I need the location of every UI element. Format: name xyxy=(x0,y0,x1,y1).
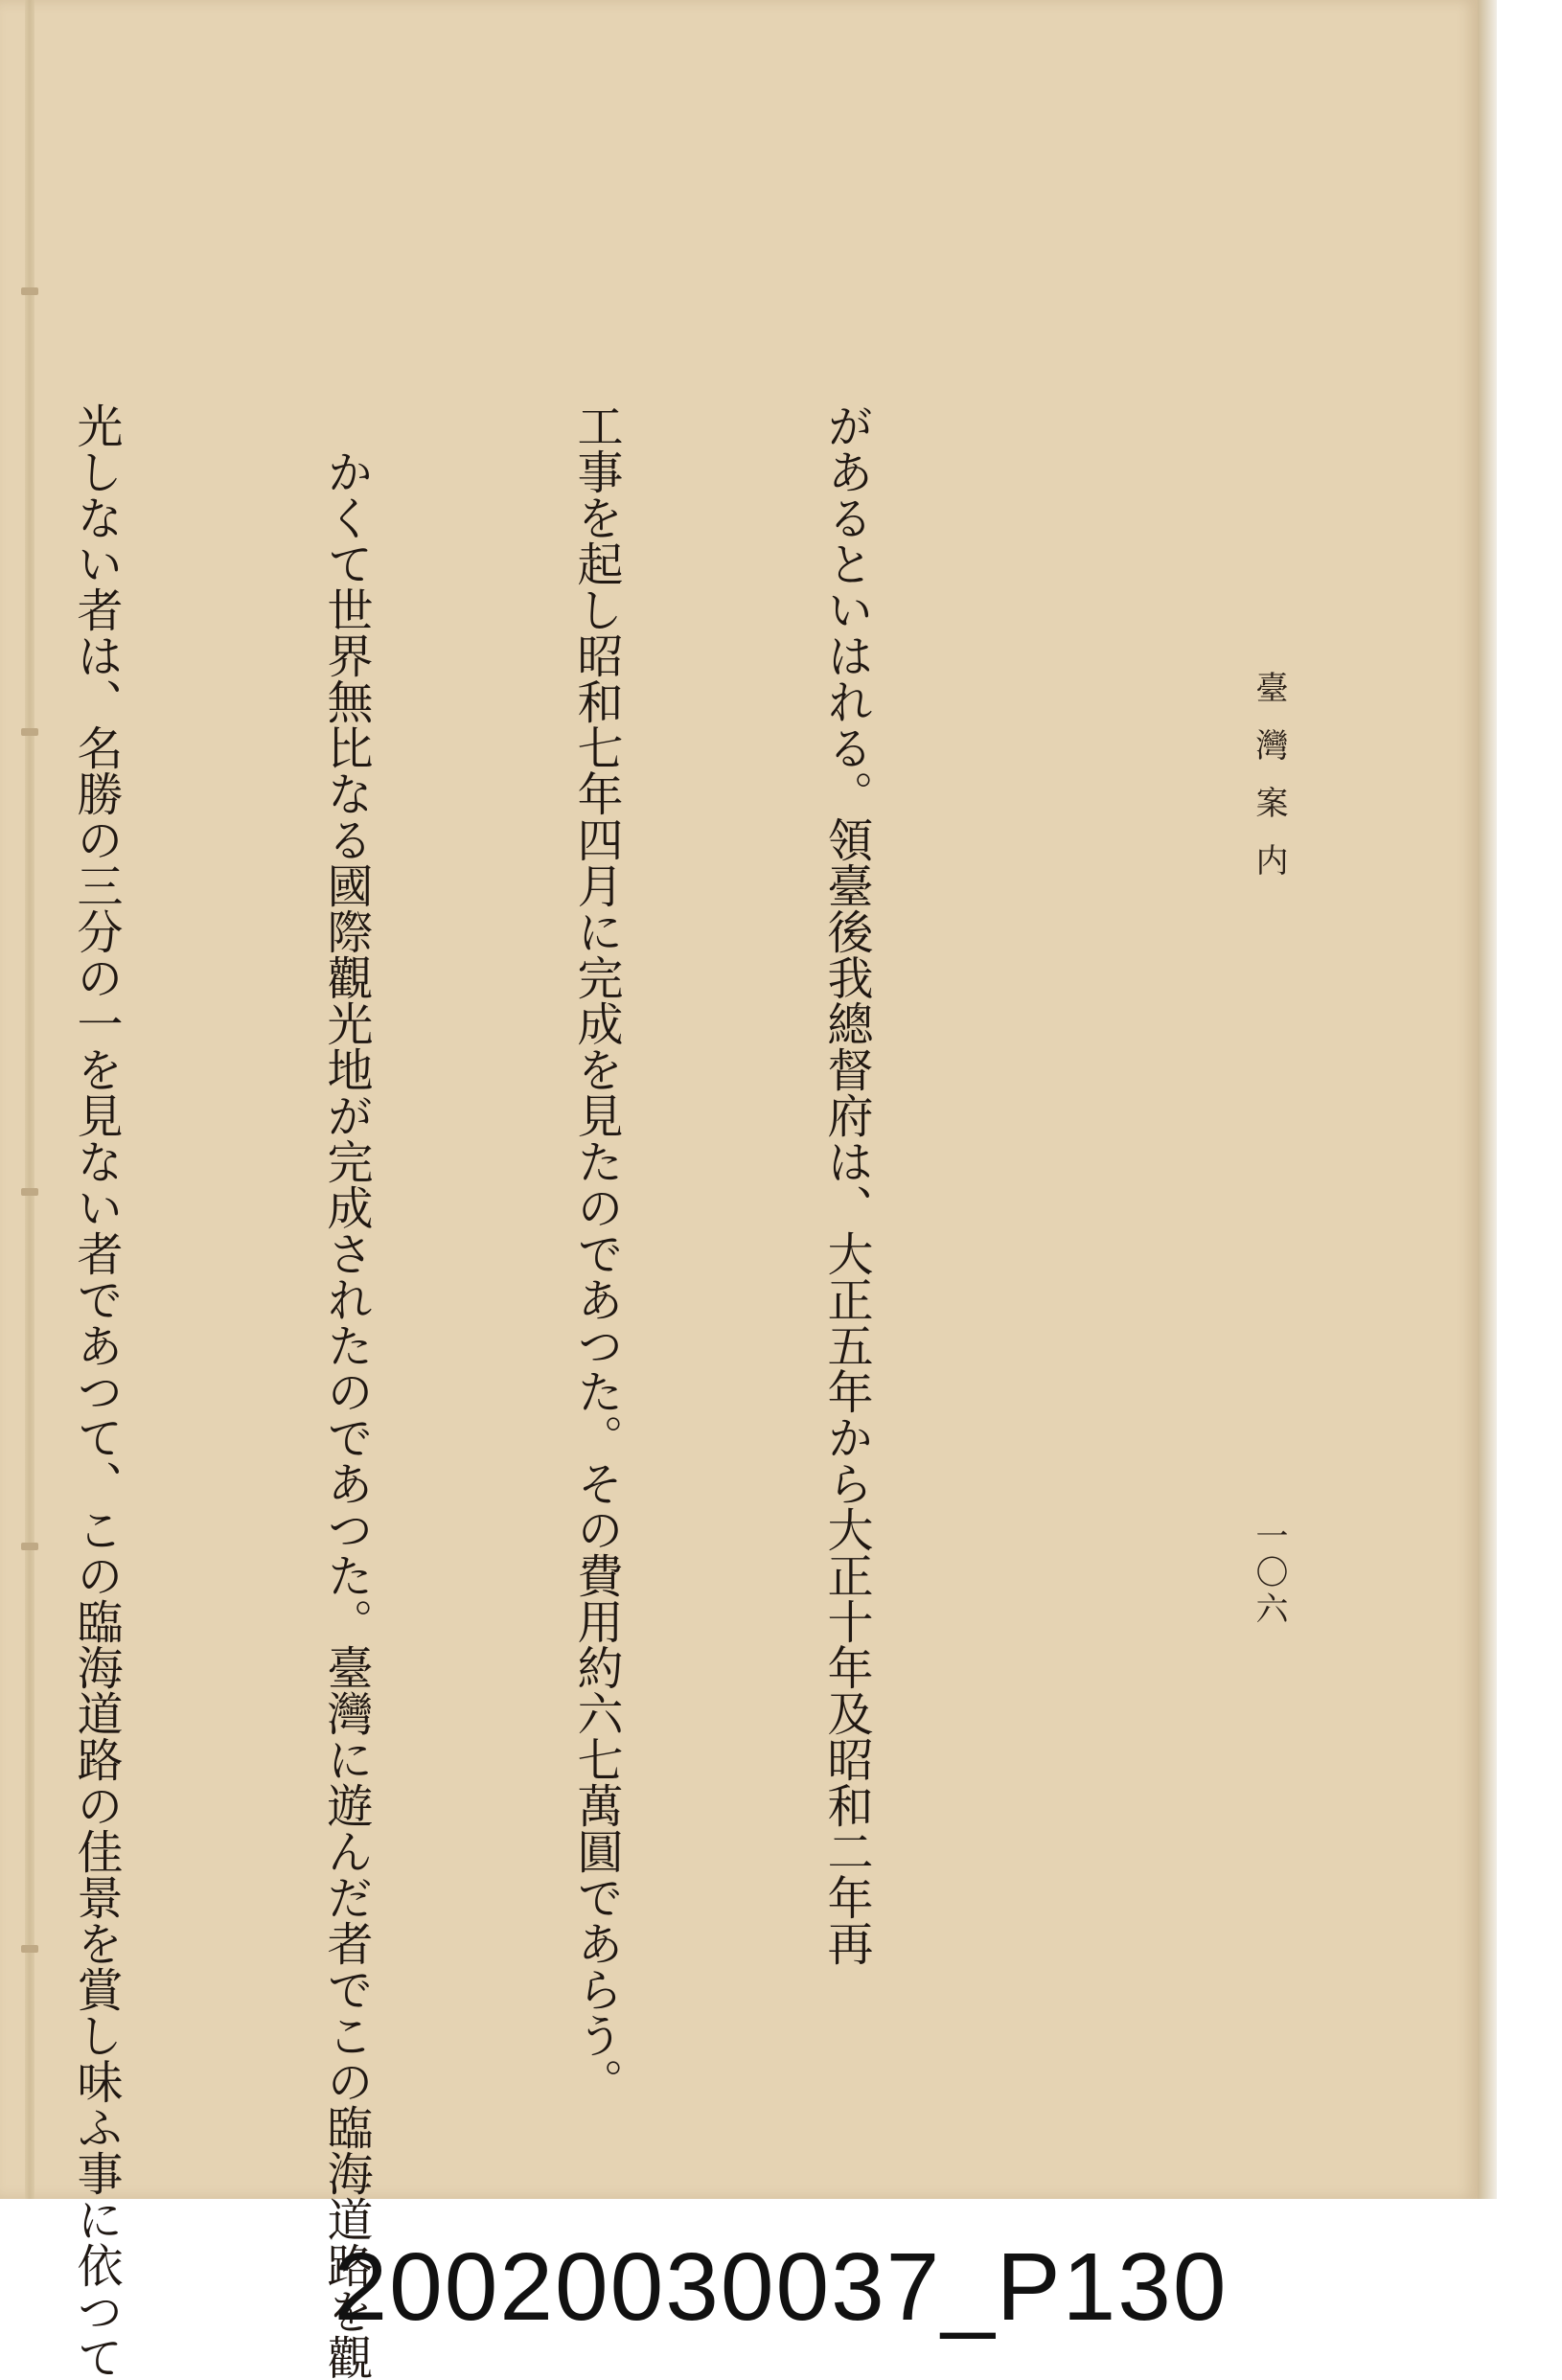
page-number: 一〇六 xyxy=(1250,1519,1288,1628)
text-line: かくて世界無比なる國際觀光地が完成されたのであつた。臺灣に遊んだ者でこの臨海道路を觀 xyxy=(319,402,373,2380)
binding-stitch xyxy=(21,287,38,295)
text-line: 工事を起し昭和七年四月に完成を見たのであつた。その費用約六七萬圓であらう。 xyxy=(569,402,623,2104)
text-line: があるといはれる。領臺後我總督府は、大正五年から大正十年及昭和二年再 xyxy=(819,402,873,1966)
text-line: 光しない者は、名勝の三分の一を見ない者であつて、この臨海道路の佳景を賞し味ふ事に依つて xyxy=(69,402,123,2380)
running-header: 臺灣案内 xyxy=(1250,671,1288,901)
page-edge xyxy=(1478,0,1497,2199)
image-caption: 20020030037_P130 xyxy=(333,2233,1229,2341)
